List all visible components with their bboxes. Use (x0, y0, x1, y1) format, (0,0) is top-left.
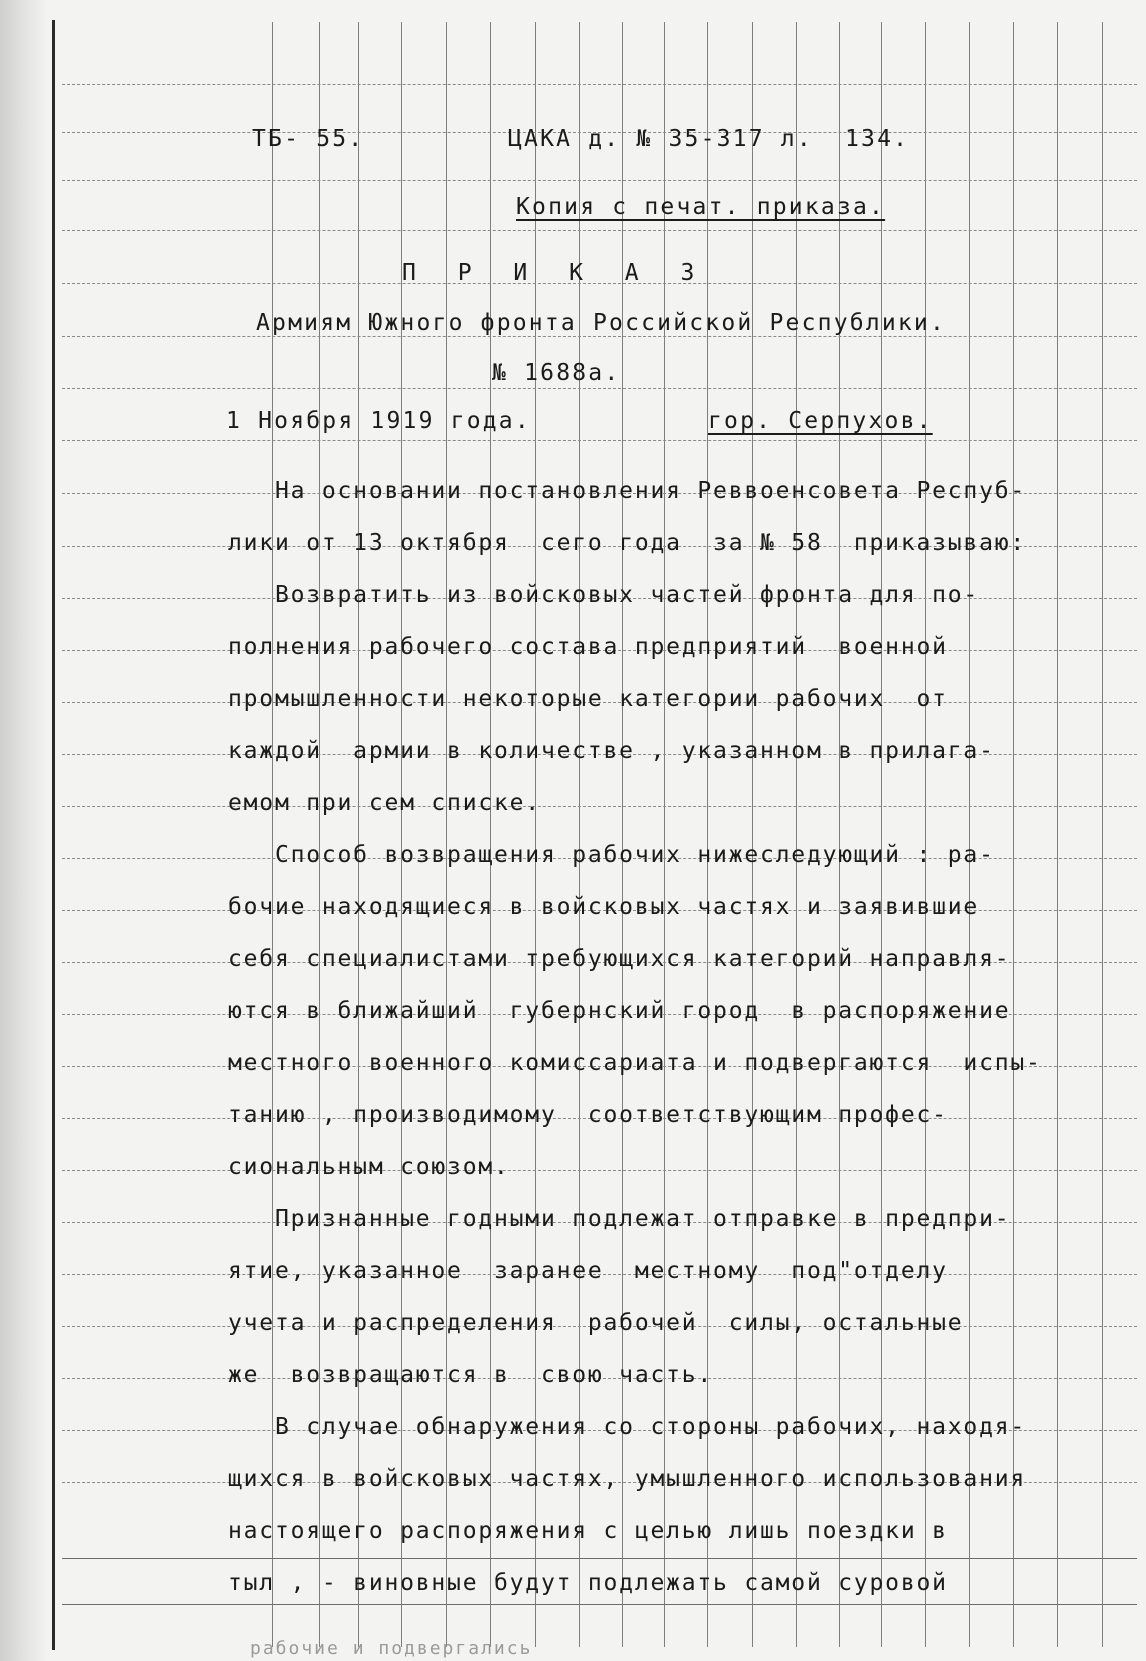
body-line: местного военного комиссариата и подвергаются испы- (228, 1050, 1042, 1076)
grid-hline (62, 1604, 1137, 1605)
grid-vline (1057, 22, 1058, 1647)
grid-vline (839, 22, 840, 1647)
body-line: каждой армии в количестве , указанном в прилага- (228, 738, 995, 764)
body-line: В случае обнаружения со стороны рабочих, находя- (228, 1414, 1027, 1440)
body-line: емом при сем списке. (228, 790, 541, 816)
order-date: 1 Ноября 1919 года. (226, 408, 531, 434)
body-line: настоящего распоряжения с целью лишь поездки в (228, 1518, 948, 1544)
grid-hline (62, 230, 1137, 231)
document-reference: ТБ- 55. (252, 126, 365, 152)
grid-hline (62, 1558, 1137, 1559)
grid-vline (272, 22, 273, 1647)
order-place: гор. Серпухов. (708, 408, 933, 434)
body-line: Признанные годными подлежат отправке в предпри- (228, 1206, 1011, 1232)
archive-reference: ЦАКА д. № 35-317 л. 134. (508, 126, 910, 152)
grid-hline (62, 806, 1137, 807)
body-line: Возвратить из войсковых частей фронта для по- (228, 582, 980, 608)
grid-hline (62, 440, 1137, 441)
grid-hline (62, 1170, 1137, 1171)
grid-vline (1102, 22, 1103, 1647)
body-line: же возвращаются в свою часть. (228, 1362, 714, 1388)
order-number: № 1688а. (492, 360, 621, 386)
body-line: себя специалистами требующихся категорий направля- (228, 946, 1011, 972)
copy-note: Копия с печат. приказа. (516, 194, 886, 220)
grid-hline (62, 336, 1137, 337)
body-line: полнения рабочего состава предприятий военной (228, 634, 948, 660)
grid-vline (969, 22, 970, 1647)
grid-vline (925, 22, 926, 1647)
body-line: лики от 13 октября сего года за № 58 приказываю: (228, 530, 1027, 556)
page-edge-line (52, 20, 55, 1650)
body-line: промышленности некоторые категории рабочих от (228, 686, 948, 712)
bleed-through-text: рабочие и подвергались (250, 1638, 533, 1659)
body-line: учета и распределения рабочей силы, остальные (228, 1310, 964, 1336)
scan-shadow (0, 0, 48, 1661)
page-title: П Р И К А З (402, 260, 709, 286)
body-line: танию , производимому соответствующим профес- (228, 1102, 948, 1128)
body-line: тыл , - виновные будут подлежать самой суровой (228, 1570, 948, 1596)
body-line: ются в ближайший губернский город в распоряжение (228, 998, 1011, 1024)
body-line: щихся в войсковых частях, умышленного использования (228, 1466, 1027, 1492)
grid-hline (62, 388, 1137, 389)
body-line: ятие, указанное заранее местному под"отделу (228, 1258, 948, 1284)
grid-vline (796, 22, 797, 1647)
grid-hline (62, 84, 1137, 85)
grid-vline (358, 22, 359, 1647)
grid-vline (752, 22, 753, 1647)
body-line: На основании постановления Реввоенсовета Респуб- (228, 478, 1027, 504)
grid-vline (881, 22, 882, 1647)
body-line: сиональным союзом. (228, 1154, 510, 1180)
grid-vline (1013, 22, 1014, 1647)
addressee: Армиям Южного фронта Российской Республики. (256, 310, 947, 336)
grid-hline (62, 180, 1137, 181)
body-line: бочие находящиеся в войсковых частях и заявившие (228, 894, 980, 920)
grid-vline (319, 22, 320, 1647)
body-line: Способ возвращения рабочих нижеследующий : ра- (228, 842, 995, 868)
